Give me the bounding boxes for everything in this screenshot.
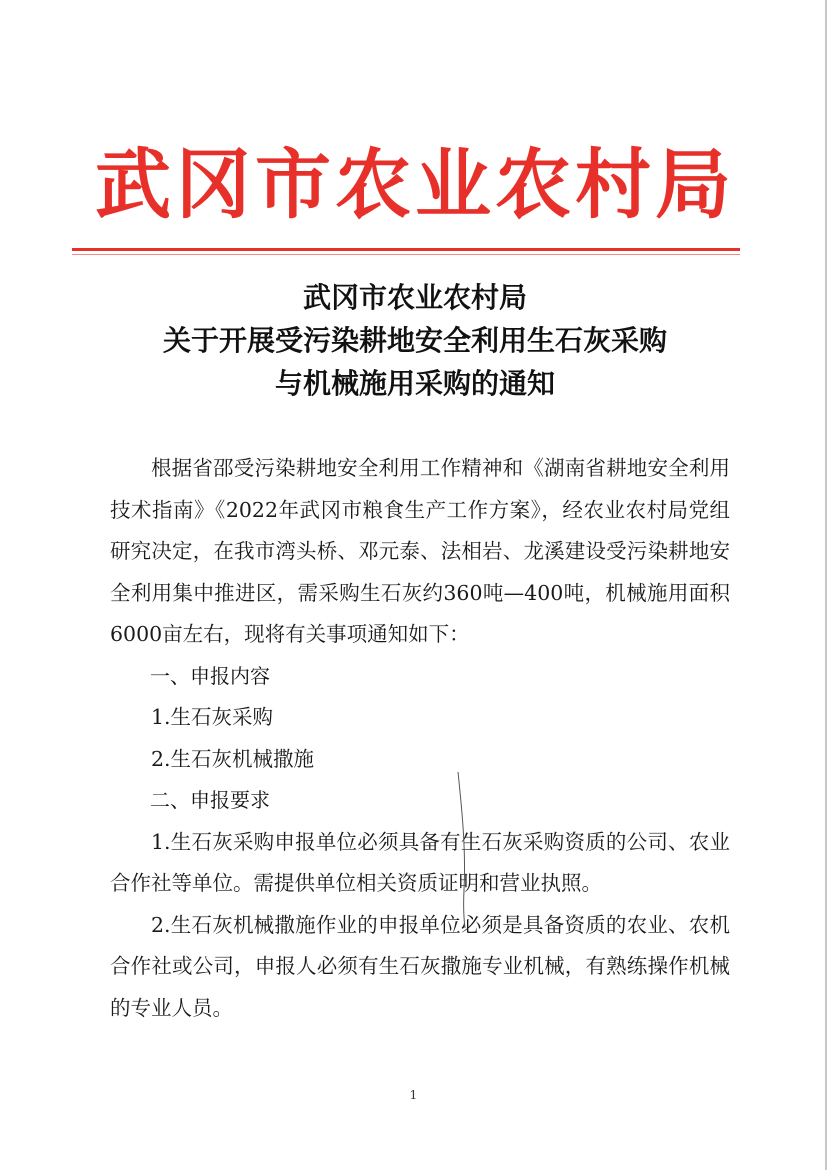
intro-paragraph: 根据省邵受污染耕地安全利用工作精神和《湖南省耕地安全利用技术指南》《2022年武冈市粮食生产工作方案》，经农业农村局党组研究决定，在我市湾头桥、邓元泰、法相岩、龙溪建设受污染耕地安全利用集中推进区，需采购生石灰约360吨—400吨，机械施用面积6000亩左右，现将有关事项通知如下：	[110, 456, 730, 646]
section-2-item-1: 1.生石灰采购申报单位必须具备有生石灰采购资质的公司、农业合作社等单位。需提供单位相关资质证明和营业执照。	[110, 829, 730, 895]
title-line-2: 关于开展受污染耕地安全利用生石灰采购	[162, 324, 667, 357]
red-header-rule-thin	[72, 254, 740, 255]
notice-body	[110, 448, 730, 1029]
section-2-heading: 二、申报要求	[150, 788, 270, 812]
section-1-item-2: 2.生石灰机械撒施	[151, 746, 315, 771]
title-line-1: 武冈市农业农村局	[302, 281, 527, 314]
pen-stroke-mark	[440, 770, 480, 930]
red-header-rule	[72, 248, 740, 251]
page-number: 1	[409, 1088, 418, 1102]
notice-title	[60, 276, 770, 405]
section-1-item-1: 1.生石灰采购	[151, 705, 274, 729]
title-line-3: 与机械施用采购的通知	[274, 367, 555, 400]
document-header-org-name: 武冈市农业农村局	[95, 140, 735, 229]
section-1-heading: 一、申报内容	[150, 663, 270, 688]
section-2-item-2: 2.生石灰机械撒施作业的申报单位必须是具备资质的农业、农机合作社或公司，申报人必须有生石灰撒施专业机械，有熟练操作机械的专业人员。	[110, 912, 730, 1020]
